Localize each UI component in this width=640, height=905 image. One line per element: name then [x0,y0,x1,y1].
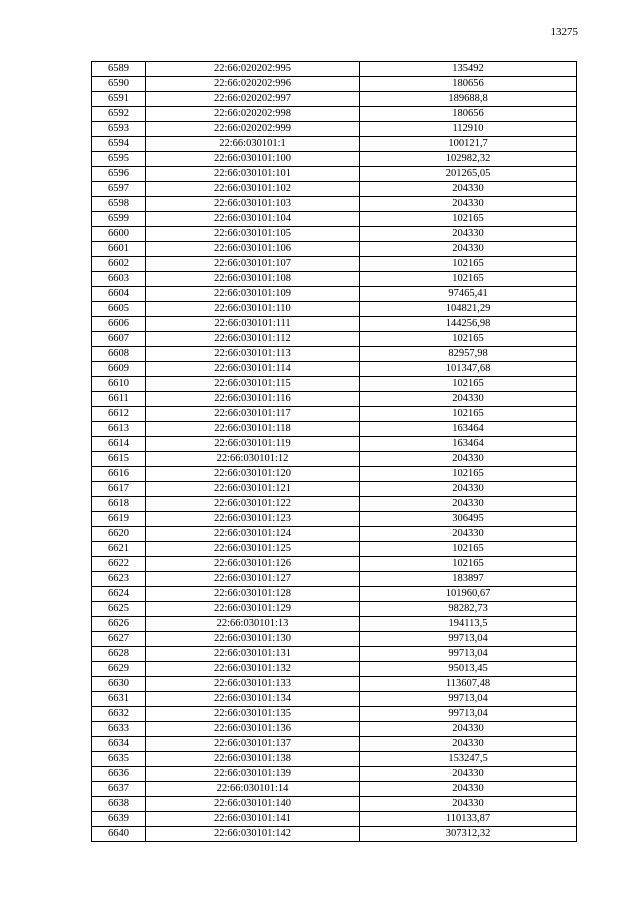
cadastral-number-cell: 22:66:030101:116 [146,392,360,407]
table-row [92,542,577,557]
row-number-cell: 6606 [92,317,146,332]
row-number-cell: 6615 [92,452,146,467]
table-row [92,647,577,662]
row-number-cell: 6637 [92,782,146,797]
table-row [92,602,577,617]
row-number-cell: 6611 [92,392,146,407]
row-number-cell: 6608 [92,347,146,362]
row-number-cell: 6589 [92,62,146,77]
cadastral-number-cell: 22:66:030101:131 [146,647,360,662]
row-number-cell: 6602 [92,257,146,272]
value-cell: 135492 [360,62,577,77]
value-cell: 204330 [360,797,577,812]
row-number-cell: 6612 [92,407,146,422]
cadastral-number-cell: 22:66:030101:107 [146,257,360,272]
value-cell: 100121,7 [360,137,577,152]
table-row [92,317,577,332]
value-cell: 110133,87 [360,812,577,827]
cadastral-number-cell: 22:66:030101:132 [146,662,360,677]
cadastral-number-cell: 22:66:030101:102 [146,182,360,197]
table-row [92,677,577,692]
value-cell: 163464 [360,437,577,452]
row-number-cell: 6600 [92,227,146,242]
row-number-cell: 6629 [92,662,146,677]
cadastral-number-cell: 22:66:030101:123 [146,512,360,527]
row-number-cell: 6590 [92,77,146,92]
table-row [92,167,577,182]
table-row [92,722,577,737]
table-row [92,212,577,227]
cadastral-number-cell: 22:66:030101:103 [146,197,360,212]
table-row [92,752,577,767]
row-number-cell: 6618 [92,497,146,512]
cadastral-number-cell: 22:66:030101:13 [146,617,360,632]
cadastral-number-cell: 22:66:030101:119 [146,437,360,452]
row-number-cell: 6603 [92,272,146,287]
table-row [92,77,577,92]
table-row [92,122,577,137]
cadastral-number-cell: 22:66:020202:997 [146,92,360,107]
value-cell: 102165 [360,332,577,347]
table-row [92,632,577,647]
cadastral-number-cell: 22:66:030101:134 [146,692,360,707]
row-number-cell: 6614 [92,437,146,452]
row-number-cell: 6631 [92,692,146,707]
value-cell: 102165 [360,467,577,482]
table-row [92,347,577,362]
value-cell: 104821,29 [360,302,577,317]
cadastral-number-cell: 22:66:020202:998 [146,107,360,122]
table-row [92,362,577,377]
value-cell: 97465,41 [360,287,577,302]
cadastral-number-cell: 22:66:030101:113 [146,347,360,362]
row-number-cell: 6636 [92,767,146,782]
cadastral-number-cell: 22:66:030101:1 [146,137,360,152]
cadastral-number-cell: 22:66:030101:137 [146,737,360,752]
row-number-cell: 6607 [92,332,146,347]
cadastral-number-cell: 22:66:030101:136 [146,722,360,737]
value-cell: 183897 [360,572,577,587]
row-number-cell: 6626 [92,617,146,632]
row-number-cell: 6638 [92,797,146,812]
row-number-cell: 6634 [92,737,146,752]
table-row [92,767,577,782]
value-cell: 102165 [360,257,577,272]
table-row [92,782,577,797]
cadastral-number-cell: 22:66:030101:104 [146,212,360,227]
cadastral-number-cell: 22:66:030101:109 [146,287,360,302]
table-row [92,242,577,257]
row-number-cell: 6627 [92,632,146,647]
cadastral-number-cell: 22:66:030101:105 [146,227,360,242]
cadastral-number-cell: 22:66:020202:996 [146,77,360,92]
value-cell: 204330 [360,197,577,212]
value-cell: 102165 [360,542,577,557]
cadastral-number-cell: 22:66:030101:108 [146,272,360,287]
row-number-cell: 6613 [92,422,146,437]
value-cell: 99713,04 [360,692,577,707]
row-number-cell: 6596 [92,167,146,182]
table-row [92,392,577,407]
value-cell: 102165 [360,407,577,422]
value-cell: 204330 [360,182,577,197]
row-number-cell: 6604 [92,287,146,302]
value-cell: 189688,8 [360,92,577,107]
table-row [92,707,577,722]
table-row [92,407,577,422]
table-row [92,467,577,482]
cadastral-number-cell: 22:66:030101:127 [146,572,360,587]
value-cell: 307312,32 [360,827,577,842]
cadastral-number-cell: 22:66:030101:12 [146,452,360,467]
cadastral-number-cell: 22:66:030101:112 [146,332,360,347]
table-row [92,272,577,287]
value-cell: 204330 [360,722,577,737]
table-row [92,737,577,752]
value-cell: 98282,73 [360,602,577,617]
cadastral-number-cell: 22:66:030101:100 [146,152,360,167]
value-cell: 102165 [360,212,577,227]
table-row [92,827,577,842]
table-row [92,437,577,452]
cadastral-number-cell: 22:66:030101:129 [146,602,360,617]
cadastral-number-cell: 22:66:030101:130 [146,632,360,647]
value-cell: 102165 [360,557,577,572]
cadastral-number-cell: 22:66:030101:121 [146,482,360,497]
cadastral-number-cell: 22:66:030101:117 [146,407,360,422]
table-body [92,62,577,842]
value-cell: 101347,68 [360,362,577,377]
row-number-cell: 6635 [92,752,146,767]
cadastral-number-cell: 22:66:030101:138 [146,752,360,767]
row-number-cell: 6594 [92,137,146,152]
table-row [92,62,577,77]
table-row [92,482,577,497]
cadastral-number-cell: 22:66:030101:125 [146,542,360,557]
row-number-cell: 6599 [92,212,146,227]
value-cell: 95013,45 [360,662,577,677]
table-row [92,617,577,632]
value-cell: 204330 [360,227,577,242]
cadastral-number-cell: 22:66:030101:106 [146,242,360,257]
cadastral-number-cell: 22:66:030101:118 [146,422,360,437]
value-cell: 204330 [360,782,577,797]
row-number-cell: 6593 [92,122,146,137]
value-cell: 204330 [360,527,577,542]
table-row [92,422,577,437]
value-cell: 153247,5 [360,752,577,767]
cadastral-number-cell: 22:66:020202:999 [146,122,360,137]
value-cell: 204330 [360,482,577,497]
row-number-cell: 6622 [92,557,146,572]
table-row [92,137,577,152]
cadastral-number-cell: 22:66:030101:133 [146,677,360,692]
row-number-cell: 6592 [92,107,146,122]
cadastral-number-cell: 22:66:030101:114 [146,362,360,377]
value-cell: 204330 [360,392,577,407]
row-number-cell: 6621 [92,542,146,557]
row-number-cell: 6619 [92,512,146,527]
row-number-cell: 6598 [92,197,146,212]
row-number-cell: 6609 [92,362,146,377]
table-row [92,332,577,347]
cadastral-number-cell: 22:66:030101:111 [146,317,360,332]
value-cell: 82957,98 [360,347,577,362]
row-number-cell: 6595 [92,152,146,167]
table-row [92,377,577,392]
table-row [92,497,577,512]
row-number-cell: 6639 [92,812,146,827]
value-cell: 144256,98 [360,317,577,332]
table-row [92,227,577,242]
value-cell: 112910 [360,122,577,137]
cadastral-number-cell: 22:66:030101:14 [146,782,360,797]
value-cell: 201265,05 [360,167,577,182]
value-cell: 180656 [360,107,577,122]
row-number-cell: 6623 [92,572,146,587]
value-cell: 194113,5 [360,617,577,632]
cadastral-number-cell: 22:66:030101:101 [146,167,360,182]
cadastral-number-cell: 22:66:030101:140 [146,797,360,812]
row-number-cell: 6625 [92,602,146,617]
cadastral-number-cell: 22:66:030101:135 [146,707,360,722]
cadastral-number-cell: 22:66:030101:110 [146,302,360,317]
table-row [92,452,577,467]
table-row [92,512,577,527]
table-row [92,662,577,677]
table-row [92,287,577,302]
table-row [92,92,577,107]
value-cell: 101960,67 [360,587,577,602]
value-cell: 306495 [360,512,577,527]
cadastral-number-cell: 22:66:030101:115 [146,377,360,392]
value-cell: 113607,48 [360,677,577,692]
cadastral-number-cell: 22:66:030101:124 [146,527,360,542]
value-cell: 102165 [360,377,577,392]
table-row [92,197,577,212]
row-number-cell: 6620 [92,527,146,542]
row-number-cell: 6640 [92,827,146,842]
value-cell: 99713,04 [360,647,577,662]
value-cell: 99713,04 [360,632,577,647]
value-cell: 204330 [360,242,577,257]
row-number-cell: 6597 [92,182,146,197]
value-cell: 102982,32 [360,152,577,167]
cadastral-number-cell: 22:66:030101:141 [146,812,360,827]
cadastral-number-cell: 22:66:020202:995 [146,62,360,77]
value-cell: 99713,04 [360,707,577,722]
table-row [92,302,577,317]
cadastral-number-cell: 22:66:030101:120 [146,467,360,482]
value-cell: 204330 [360,497,577,512]
row-number-cell: 6630 [92,677,146,692]
table-row [92,587,577,602]
row-number-cell: 6633 [92,722,146,737]
value-cell: 102165 [360,272,577,287]
table-row [92,152,577,167]
row-number-cell: 6628 [92,647,146,662]
table-row [92,182,577,197]
table-row [92,692,577,707]
value-cell: 204330 [360,452,577,467]
cadastral-number-cell: 22:66:030101:128 [146,587,360,602]
row-number-cell: 6591 [92,92,146,107]
value-cell: 180656 [360,77,577,92]
table-row [92,557,577,572]
row-number-cell: 6617 [92,482,146,497]
table-row [92,107,577,122]
table-row [92,572,577,587]
cadastral-number-cell: 22:66:030101:122 [146,497,360,512]
cadastral-number-cell: 22:66:030101:142 [146,827,360,842]
table-row [92,527,577,542]
row-number-cell: 6601 [92,242,146,257]
row-number-cell: 6605 [92,302,146,317]
cadastral-value-table [91,61,577,842]
page-number: 13275 [550,26,578,38]
row-number-cell: 6610 [92,377,146,392]
value-cell: 204330 [360,737,577,752]
cadastral-number-cell: 22:66:030101:126 [146,557,360,572]
value-cell: 204330 [360,767,577,782]
table-row [92,797,577,812]
cadastral-number-cell: 22:66:030101:139 [146,767,360,782]
value-cell: 163464 [360,422,577,437]
row-number-cell: 6624 [92,587,146,602]
row-number-cell: 6632 [92,707,146,722]
row-number-cell: 6616 [92,467,146,482]
table-row [92,812,577,827]
table-row [92,257,577,272]
